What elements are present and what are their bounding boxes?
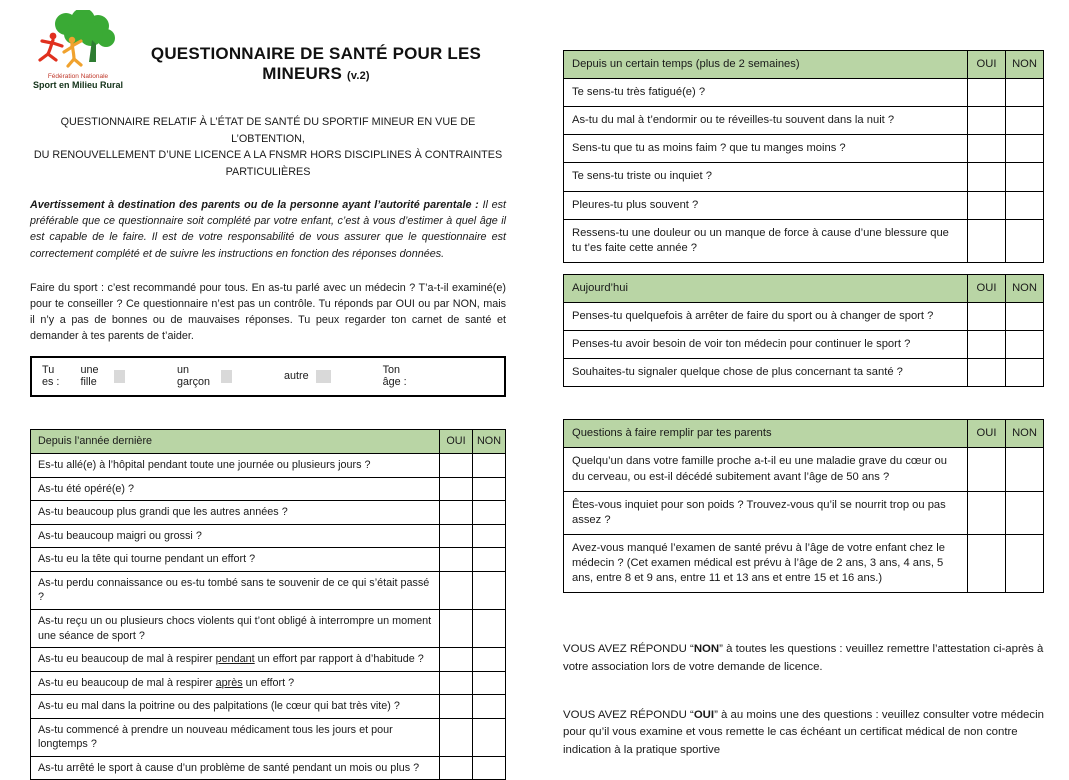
non-answer-cell[interactable] <box>1006 163 1044 191</box>
non-answer-cell[interactable] <box>1006 448 1044 491</box>
question-text: Ressens-tu une douleur ou un manque de force à cause d’une blessure que tu t’es faite cette année ? <box>564 219 968 262</box>
oui-answer-cell[interactable] <box>440 671 473 695</box>
question-row <box>31 609 506 647</box>
table-header-title: Depuis un certain temps (plus de 2 semaines) <box>564 51 968 79</box>
non-answer-cell[interactable] <box>473 718 506 756</box>
option-une-fille <box>81 364 126 388</box>
question-text: As-tu été opéré(e) ? <box>31 477 440 501</box>
non-answer-cell[interactable] <box>473 524 506 548</box>
question-text: As-tu eu mal dans la poitrine ou des palpitations (le cœur qui bat très vite) ? <box>31 695 440 719</box>
page-title-version: (v.2) <box>346 70 370 82</box>
question-text: As-tu arrêté le sport à cause d’un problème de santé pendant un mois ou plus ? <box>31 756 440 780</box>
document-header <box>30 10 506 90</box>
non-answer-cell[interactable] <box>473 648 506 672</box>
oui-answer-cell[interactable] <box>968 219 1006 262</box>
option-un-garcon-label: un garçon <box>177 364 211 389</box>
column-header-oui: OUI <box>968 274 1006 302</box>
logo-caption-sport: Sport en Milieu Rural <box>32 80 123 90</box>
question-text: As-tu commencé à prendre un nouveau médicament tous les jours et pour longtemps ? <box>31 718 440 756</box>
question-row <box>31 477 506 501</box>
question-text: As-tu perdu connaissance ou es-tu tombé sans te souvenir de ce qui s’était passé ? <box>31 571 440 609</box>
oui-answer-cell[interactable] <box>968 534 1006 592</box>
question-text: Es-tu allé(e) à l’hôpital pendant toute une journée ou plusieurs jours ? <box>31 454 440 478</box>
question-text: Êtes-vous inquiet pour son poids ? Trouvez-vous qu’il se nourrit trop ou pas assez ? <box>564 491 968 534</box>
oui-answer-cell[interactable] <box>968 448 1006 491</box>
option-une-fille-label: une fille <box>80 364 99 389</box>
oui-answer-cell[interactable] <box>440 477 473 501</box>
non-answer-cell[interactable] <box>1006 359 1044 387</box>
question-row <box>564 135 1044 163</box>
question-row <box>31 648 506 672</box>
oui-answer-cell[interactable] <box>440 571 473 609</box>
question-row <box>564 302 1044 330</box>
question-text: Te sens-tu très fatigué(e) ? <box>564 79 968 107</box>
age-label: Ton âge : <box>382 364 407 389</box>
question-text: Sens-tu que tu as moins faim ? que tu manges moins ? <box>564 135 968 163</box>
oui-answer-cell[interactable] <box>968 191 1006 219</box>
question-text: Penses-tu avoir besoin de voir ton médecin pour continuer le sport ? <box>564 331 968 359</box>
subtitle <box>30 114 506 181</box>
option-un-garcon <box>177 364 232 388</box>
question-row <box>31 501 506 525</box>
question-text: Te sens-tu triste ou inquiet ? <box>564 163 968 191</box>
question-text: As-tu eu beaucoup de mal à respirer pendant un effort par rapport à d’habitude ? <box>31 648 440 672</box>
non-answer-cell[interactable] <box>1006 191 1044 219</box>
identity-label: Tu es : <box>42 364 60 389</box>
non-answer-cell[interactable] <box>473 477 506 501</box>
non-answer-cell[interactable] <box>473 501 506 525</box>
question-row <box>564 534 1044 592</box>
right-column <box>563 50 1044 760</box>
checkbox-une-fille[interactable] <box>114 370 125 383</box>
question-text: As-tu eu la tête qui tourne pendant un effort ? <box>31 548 440 572</box>
table-header-title: Aujourd’hui <box>564 274 968 302</box>
result-non-suffix: ” à toutes les questions : veuillez remettre l’attestation ci-après à votre association lors de votre demande de licence. <box>563 643 1044 673</box>
table-header-title: Depuis l’année dernière <box>31 430 440 454</box>
non-answer-cell[interactable] <box>1006 219 1044 262</box>
result-non-prefix: VOUS AVEZ RÉPONDU “ <box>563 643 694 656</box>
oui-answer-cell[interactable] <box>440 501 473 525</box>
table-depuis-un-certain-temps <box>563 50 1044 263</box>
logo-caption-federation: Fédération Nationale <box>47 73 109 80</box>
question-row <box>564 163 1044 191</box>
non-answer-cell[interactable] <box>1006 135 1044 163</box>
non-answer-cell[interactable] <box>1006 491 1044 534</box>
age-field[interactable] <box>383 364 416 388</box>
column-header-oui: OUI <box>968 51 1006 79</box>
column-header-oui: OUI <box>968 420 1006 448</box>
question-row <box>564 331 1044 359</box>
oui-answer-cell[interactable] <box>968 135 1006 163</box>
oui-answer-cell[interactable] <box>968 107 1006 135</box>
non-answer-cell[interactable] <box>473 571 506 609</box>
column-header-non: NON <box>473 430 506 454</box>
fnsmr-logo <box>30 10 126 90</box>
table-header-title: Questions à faire remplir par tes parents <box>564 420 968 448</box>
parental-notice <box>30 197 506 262</box>
question-text: As-tu beaucoup plus grandi que les autres années ? <box>31 501 440 525</box>
question-table-aujourdhui <box>563 274 1044 387</box>
question-row <box>564 448 1044 491</box>
question-text: As-tu beaucoup maigri ou grossi ? <box>31 524 440 548</box>
question-row <box>31 571 506 609</box>
runner-icon <box>40 33 62 60</box>
result-non-answer: NON <box>693 643 720 656</box>
question-row <box>564 219 1044 262</box>
question-text: As-tu du mal à t’endormir ou te réveilles-tu souvent dans la nuit ? <box>564 107 968 135</box>
question-row <box>564 491 1044 534</box>
question-text: Souhaites-tu signaler quelque chose de plus concernant ta santé ? <box>564 359 968 387</box>
oui-answer-cell[interactable] <box>968 79 1006 107</box>
question-row <box>564 107 1044 135</box>
question-row <box>31 718 506 756</box>
column-header-non: NON <box>1006 274 1044 302</box>
result-paragraph-oui <box>563 707 1044 760</box>
subtitle-line1: QUESTIONNAIRE RELATIF À L’ÉTAT DE SANTÉ DU SPORTIF MINEUR EN VUE DE L’OBTENTION, <box>60 116 476 145</box>
non-answer-cell[interactable] <box>473 671 506 695</box>
option-autre-label: autre <box>284 370 309 383</box>
jumping-figure-icon <box>64 37 81 66</box>
non-answer-cell[interactable] <box>473 756 506 780</box>
question-text: Quelqu’un dans votre famille proche a-t-il eu une maladie grave du cœur ou du cerveau, ou est-il décédé subitement avant l’âge de 50 ans ? <box>564 448 968 491</box>
table-aujourdhui <box>563 274 1044 387</box>
non-answer-cell[interactable] <box>473 609 506 647</box>
fnsmr-logo-image <box>36 10 120 72</box>
oui-answer-cell[interactable] <box>968 302 1006 330</box>
left-column <box>30 10 506 780</box>
oui-answer-cell[interactable] <box>440 524 473 548</box>
oui-answer-cell[interactable] <box>440 718 473 756</box>
oui-answer-cell[interactable] <box>440 454 473 478</box>
result-paragraph-non <box>563 641 1044 676</box>
question-row <box>31 695 506 719</box>
identity-row <box>30 356 506 397</box>
question-row <box>564 359 1044 387</box>
question-row <box>31 524 506 548</box>
result-oui-suffix: ” à au moins une des questions : veuillez consulter votre médecin pour qu’il vous examine et vous remette le cas échéant un certificat médical de non contre indication à la pratique sportive <box>563 708 1044 756</box>
non-answer-cell[interactable] <box>1006 331 1044 359</box>
column-header-non: NON <box>1006 51 1044 79</box>
question-text: Penses-tu quelquefois à arrêter de faire du sport ou à changer de sport ? <box>564 302 968 330</box>
question-table-depuis-un-certain-temps <box>563 50 1044 263</box>
question-row <box>564 79 1044 107</box>
oui-answer-cell[interactable] <box>440 648 473 672</box>
question-row <box>31 454 506 478</box>
oui-answer-cell[interactable] <box>440 609 473 647</box>
page-title-text: QUESTIONNAIRE DE SANTÉ POUR LES MINEURS <box>150 44 482 83</box>
column-header-oui: OUI <box>440 430 473 454</box>
oui-answer-cell[interactable] <box>968 331 1006 359</box>
oui-answer-cell[interactable] <box>968 163 1006 191</box>
non-answer-cell[interactable] <box>1006 534 1044 592</box>
non-answer-cell[interactable] <box>1006 302 1044 330</box>
non-answer-cell[interactable] <box>1006 79 1044 107</box>
result-oui-answer: OUI <box>693 708 715 721</box>
question-text: As-tu reçu un ou plusieurs chocs violents qui t’ont obligé à interrompre un moment une séance de sport ? <box>31 609 440 647</box>
checkbox-un-garcon[interactable] <box>221 370 232 383</box>
table-questions-parents <box>563 419 1044 593</box>
oui-answer-cell[interactable] <box>440 695 473 719</box>
question-row <box>31 548 506 572</box>
result-oui-prefix: VOUS AVEZ RÉPONDU “ <box>563 708 694 721</box>
question-text: Pleures-tu plus souvent ? <box>564 191 968 219</box>
table-depuis-annee-derniere <box>30 429 506 780</box>
question-table-questions-parents <box>563 419 1044 593</box>
oui-answer-cell[interactable] <box>968 491 1006 534</box>
page-title <box>126 44 506 84</box>
option-autre <box>284 370 331 383</box>
checkbox-autre[interactable] <box>316 370 331 383</box>
column-header-non: NON <box>1006 420 1044 448</box>
non-answer-cell[interactable] <box>473 454 506 478</box>
question-text: Avez-vous manqué l’examen de santé prévu à l’âge de votre enfant chez le médecin ? (Cet examen médical est prévu à l’âge de 2 ans, 3 ans, 4 ans, 5 ans, entre 8 et 9 ans, entre 11 et 13 ans et entre 15 et 16 ans.) <box>564 534 968 592</box>
oui-answer-cell[interactable] <box>440 548 473 572</box>
question-table-depuis-annee-derniere <box>30 429 506 780</box>
oui-answer-cell[interactable] <box>968 359 1006 387</box>
non-answer-cell[interactable] <box>1006 107 1044 135</box>
question-row <box>31 671 506 695</box>
non-answer-cell[interactable] <box>473 548 506 572</box>
oui-answer-cell[interactable] <box>440 756 473 780</box>
subtitle-line2: DU RENOUVELLEMENT D’UNE LICENCE A LA FNSMR HORS DISCIPLINES À CONTRAINTES PARTICULIÈRES <box>33 149 503 179</box>
question-row <box>564 191 1044 219</box>
parental-notice-lead: Avertissement à destination des parents ou de la personne ayant l’autorité parentale : <box>30 198 479 211</box>
question-text: As-tu eu beaucoup de mal à respirer après un effort ? <box>31 671 440 695</box>
question-row <box>31 756 506 780</box>
non-answer-cell[interactable] <box>473 695 506 719</box>
parental-notice-body: Il est préférable que ce questionnaire soit complété par votre enfant, c’est à vous d’estimer à quel âge il est capable de le faire. Il est de votre responsabilité de vous assurer que le questionnaire est correctement complété et de suivre les instructions en fonction des réponses données. <box>30 198 506 260</box>
intro-paragraph: Faire du sport : c’est recommandé pour tous. En as-tu parlé avec un médecin ? T’a-t-il examiné(e) pour te conseiller ? Ce questionnaire n’est pas un contrôle. Tu réponds par OUI ou par NON, mais il n’y a pas de bonnes ou de mauvaises réponses. Tu peux regarder ton carnet de santé et demander à tes parents de t’aider. <box>30 281 506 343</box>
